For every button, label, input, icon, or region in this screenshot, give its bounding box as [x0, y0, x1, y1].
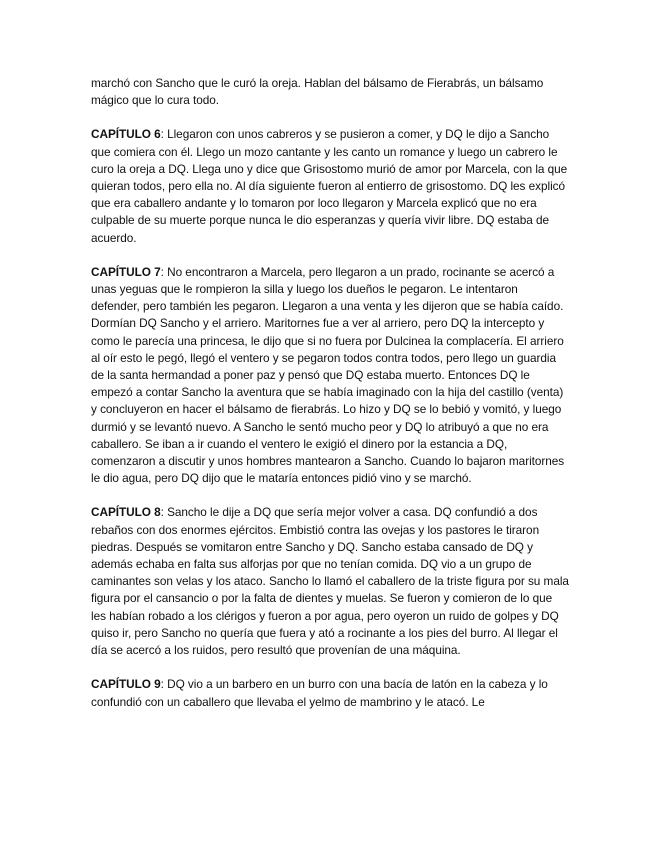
chapter-7-text: : No encontraron a Marcela, pero llegaron a un prado, rocinante se acercó a unas yeguas que le rompieron la silla y luego los dueños le pegaron. Le intentaron defender, pero también les pegaron. Llegaron a una venta y les dijeron que se había caído. Dormían DQ Sancho y el arriero. Maritornes fue a ver al arriero, pero DQ la intercepto y como le parecía una princesa, le dijo que si no fuera por Dulcinea la complacería. El arriero al oír esto le pegó, llegó el ventero y se pegaron todos contra todos, pero llego un guardia de la santa hermandad a poner paz y pensó que DQ estaba muerto. Entonces DQ le empezó a contar Sancho la aventura que se había imaginado con la hija del castillo (venta) y concluyeron en hacer el bálsamo de fierabrás. Lo hizo y DQ se lo bebió y vomitó, y luego durmió y se levantó nuevo. A Sancho le sentó mucho peor y DQ lo atribuyó a que no era caballero. Se iban a ir cuando el ventero le exigió el dinero por la estancia a DQ, comenzaron a discutir y unos hombres mantearon a Sancho. Cuando lo bajaron maritornes le dio agua, pero DQ dijo que le mataría entonces pidió vino y se marchó. [91, 264, 565, 486]
chapter-6-heading: CAPÍTULO 6 [91, 127, 161, 142]
chapter-8-paragraph [91, 504, 569, 659]
chapter-8-heading: CAPÍTULO 8 [91, 505, 161, 520]
chapter-9-paragraph [91, 676, 569, 710]
chapter-8-text: : Sancho le dije a DQ que sería mejor volver a casa. DQ confundió a dos rebaños con dos enormes ejércitos. Embistió contra las ovejas y los pastores le tiraron piedras. Después se vomitaron entre Sancho y DQ. Sancho estaba cansado de DQ y además echaba en falta sus alforjas por que no tenían comida. DQ vio a un grupo de caminantes son velas y los ataco. Sancho lo llamó el caballero de la triste figura por su mala figura por el cansancio o por la falta de dientes y muelas. Se fueron y comieron de lo que les habían robado a los clérigos y fueron a por agua, pero oyeron un ruido de golpes y DQ quiso ir, pero Sancho no quería que fuera y ató a rocinante a los pies del burro. Al llegar el día se acercó a los ruidos, pero resultó que provenían de una máquina. [91, 505, 569, 658]
chapter-6-paragraph [91, 126, 569, 246]
chapter-9-text: : DQ vio a un barbero en un burro con una bacía de latón en la cabeza y lo confundió con un caballero que llevaba el yelmo de mambrino y le atacó. Le [91, 677, 548, 709]
intro-paragraph: marchó con Sancho que le curó la oreja. Hablan del bálsamo de Fierabrás, un bálsamo mágico que lo cura todo. [91, 76, 544, 108]
chapter-7-heading: CAPÍTULO 7 [91, 264, 161, 279]
chapter-9-heading: CAPÍTULO 9 [91, 677, 161, 692]
chapter-6-text: : Llegaron con unos cabreros y se pusieron a comer, y DQ le dijo a Sancho que comiera con él. Llego un mozo cantante y les canto un romance y luego un cabrero le curo la oreja a DQ. Llega uno y dice que Grisostomo murió de amor por Marcela, con la que quieran todos, pero ella no. Al día siguiente fueron al entierro de grisostomo. DQ les explicó que era caballero andante y lo tomaron por loco llegaron y Marcela explicó que no era culpable de su muerte porque nunca le dio esperanzas y quería vivir libre. DQ estaba de acuerdo. [91, 127, 568, 245]
chapter-7-paragraph [91, 264, 569, 488]
document-body [91, 75, 569, 728]
